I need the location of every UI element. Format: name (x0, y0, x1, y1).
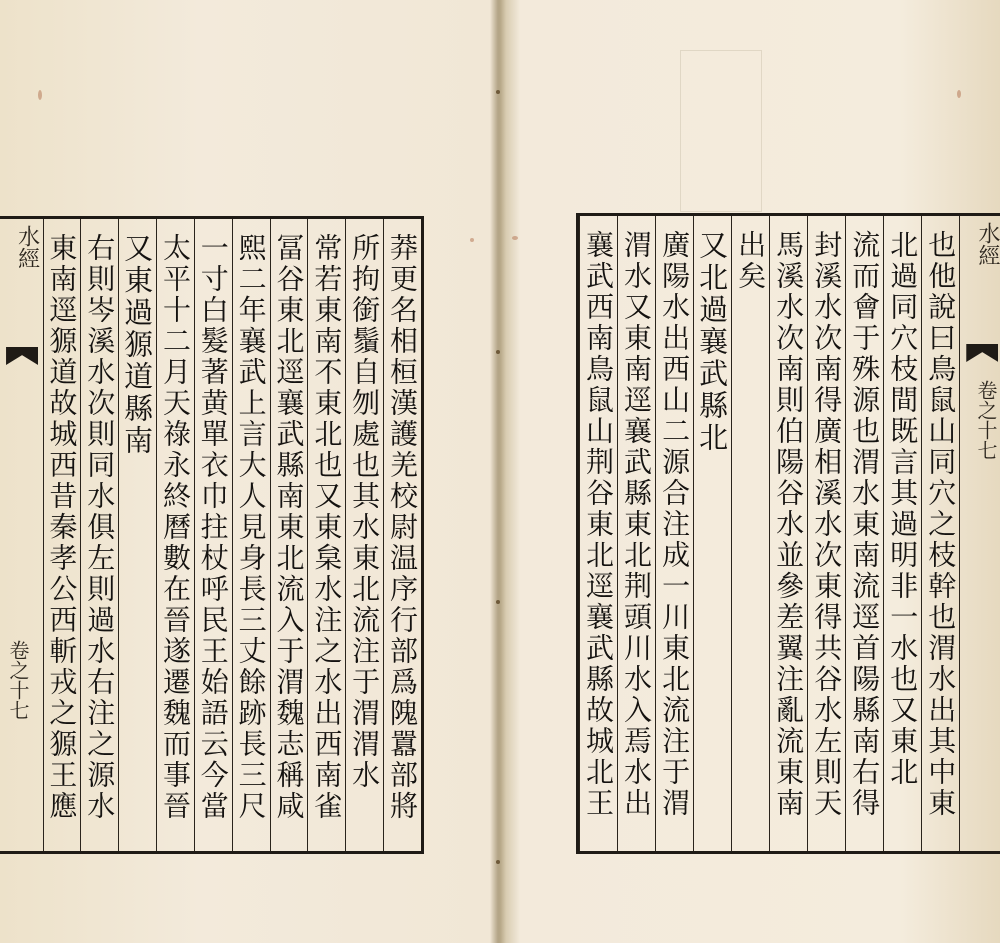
text-column: 渭水又東南逕襄武縣東北荆頭川水入焉水出 (617, 216, 655, 851)
left-page-frame (0, 216, 424, 854)
text-column: 所拘銜鬚自刎處也其水東北流注于渭渭水 (345, 219, 383, 851)
spine-volume-label: 卷之十七 (974, 380, 998, 460)
text-column: 莽更名相桓漢護羌校尉温序行部爲隗囂部將 (383, 219, 421, 851)
left-spine-margin (0, 219, 43, 851)
text-column: 右則岑溪水次則同水俱左則過水右注之源水 (80, 219, 118, 851)
spine-title: 水經 (14, 225, 40, 269)
text-column: 熙二年襄武上言大人見身長三丈餘跡長三尺 (232, 219, 270, 851)
stitch-hole (496, 600, 500, 604)
text-column: 一寸白髮著黄單衣巾拄杖呼民王始語云今當 (194, 219, 232, 851)
stitch-hole (496, 350, 500, 354)
foxing-spot (957, 90, 961, 98)
text-column: 太平十二月天祿永終曆數在晉遂遷魏而事晉 (156, 219, 194, 851)
fish-tail-mark (966, 344, 998, 362)
foxing-spot (512, 236, 518, 240)
text-column: 也他說曰鳥鼠山同穴之枝幹也渭水出其中東 (921, 216, 959, 851)
text-column: 封溪水次南得廣相溪水次東得共谷水左則天 (807, 216, 845, 851)
text-column: 常若東南不東北也又東枲水注之水出西南雀 (307, 219, 345, 851)
left-text-columns (0, 219, 421, 851)
stitch-hole (496, 860, 500, 864)
foxing-spot (470, 238, 474, 242)
classic-heading-column: 又北過襄武縣北 (693, 216, 731, 851)
right-spine-margin (959, 216, 1000, 851)
text-column: 出矣 (731, 216, 769, 851)
text-column: 流而會于殊源也渭水東南流逕首陽縣南右得 (845, 216, 883, 851)
classic-heading-column: 又東過獂道縣南 (118, 219, 156, 851)
spine-title: 水經 (975, 222, 1000, 266)
fish-tail-mark (6, 347, 38, 365)
text-column: 東南逕獂道故城西昔秦孝公西斬戎之獂王應 (43, 219, 81, 851)
stitch-hole (496, 90, 500, 94)
bleed-through-mark (680, 50, 762, 212)
text-column: 北過同穴枝間既言其過明非一水也又東北 (883, 216, 921, 851)
text-column: 廣陽水出西山二源合注成一川東北流注于渭 (655, 216, 693, 851)
right-text-columns (579, 216, 1000, 851)
text-column: 馬溪水次南則伯陽谷水並參差翼注亂流東南 (769, 216, 807, 851)
spine-volume-label: 卷之十七 (6, 640, 30, 720)
text-column: 襄武西南鳥鼠山荆谷東北逕襄武縣故城北王 (579, 216, 617, 851)
foxing-spot (38, 90, 42, 100)
text-column: 冨谷東北逕襄武縣南東北流入于渭魏志稱咸 (270, 219, 308, 851)
right-page-frame (576, 213, 1000, 854)
book-gutter (490, 0, 506, 943)
